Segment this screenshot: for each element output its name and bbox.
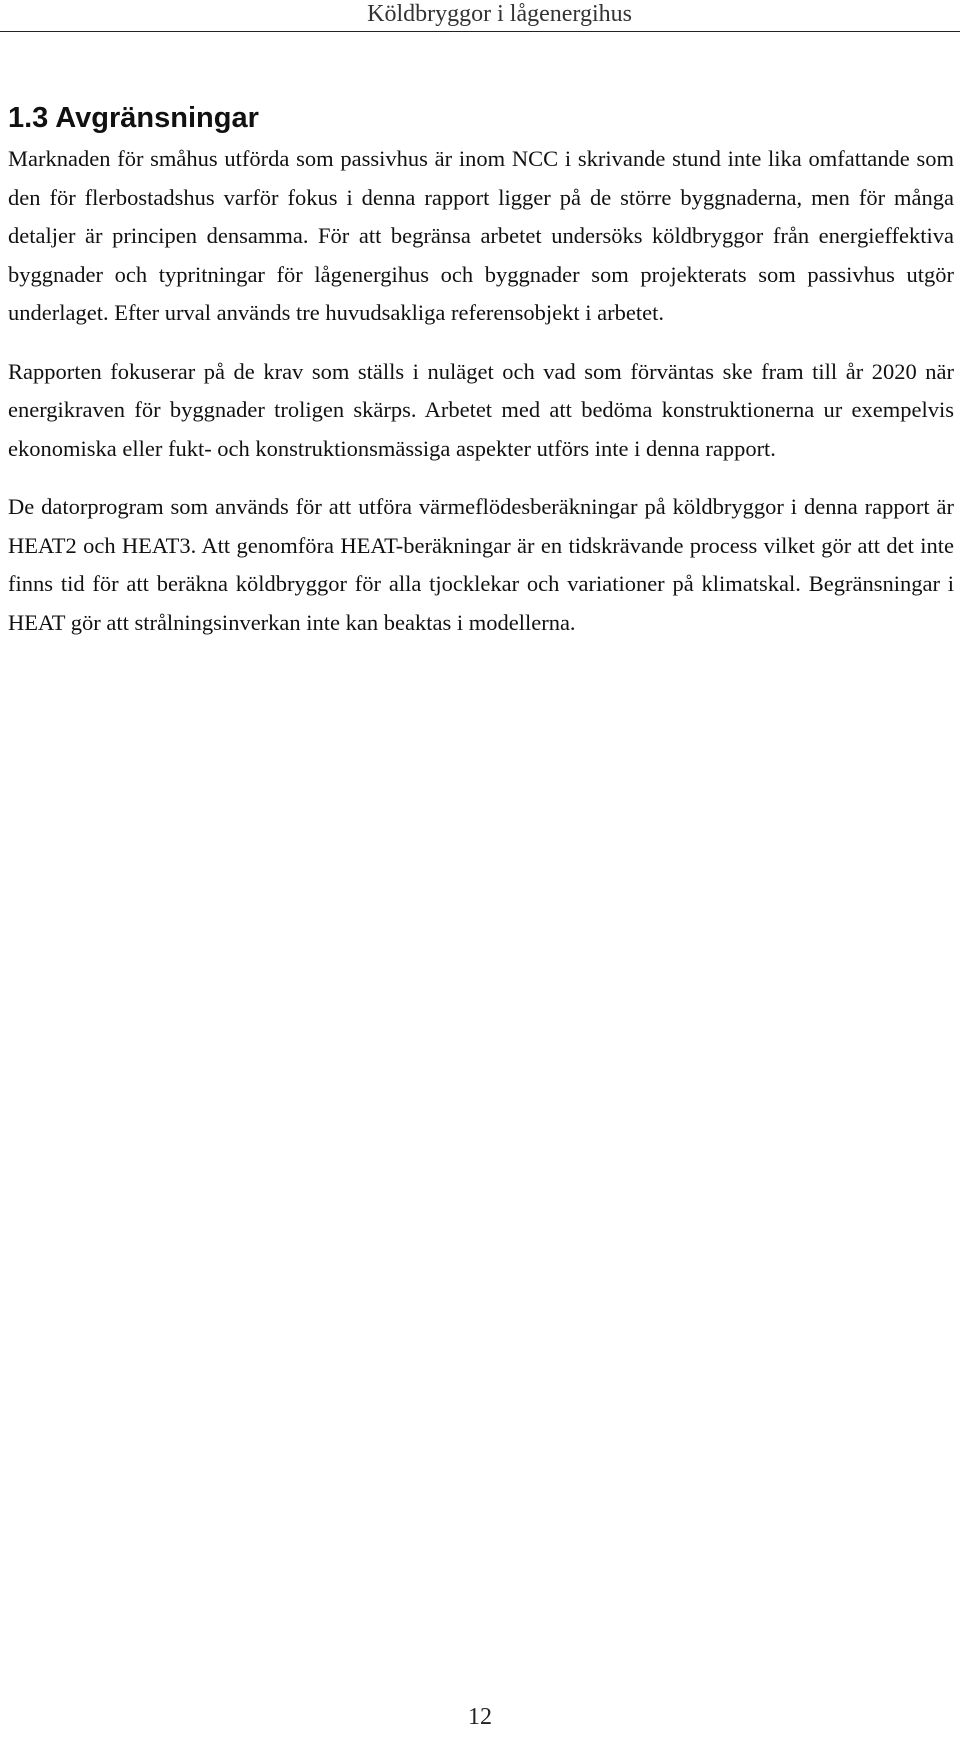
section-heading: 1.3 Avgränsningar xyxy=(8,102,259,134)
page-content xyxy=(8,96,954,662)
paragraph-software: De datorprogram som används för att utföra värmeflödesberäkningar på köldbryggor i denna rapport är HEAT2 och HEAT3. Att genomföra HEAT-beräkningar är en tidskrävande process vilket gör att det inte finns tid för att beräkna köldbryggor för alla tjocklekar och variationer på klimatskal. Begränsningar i HEAT gör att strålningsinverkan inte kan beaktas i modellerna. xyxy=(8,494,954,635)
paragraph-scope: Marknaden för småhus utförda som passivhus är inom NCC i skrivande stund inte lika omfattande som den för flerbostadshus varför fokus i denna rapport ligger på de större byggnaderna, men för många detaljer är principen densamma. För att begränsa arbetet undersöks köldbryggor från energieffektiva byggnader och typritningar för lågenergihus och byggnader som projekterats som passivhus utgör underlaget. Efter urval används tre huvudsakliga referensobjekt i arbetet. xyxy=(8,146,954,325)
running-header xyxy=(0,0,960,32)
running-header-title: Köldbryggor i lågenergihus xyxy=(367,1,632,27)
paragraph-focus: Rapporten fokuserar på de krav som ställs i nuläget och vad som förväntas ske fram till år 2020 när energikraven för byggnader troligen skärps. Arbetet med att bedöma konstruktionerna ur exempelvis ekonomiska eller fukt- och konstruktionsmässiga aspekter utförs inte i denna rapport. xyxy=(8,358,954,461)
page-number-label: 12 xyxy=(468,1704,492,1730)
page-number xyxy=(0,1702,960,1732)
